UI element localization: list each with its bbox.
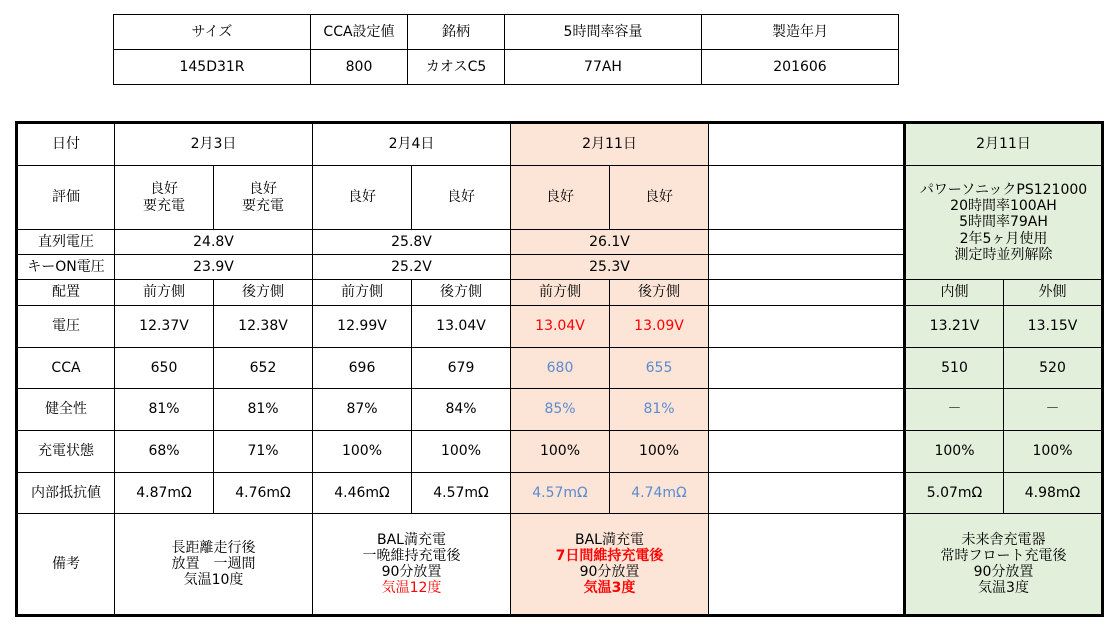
voltage-g3-c2: 13.09V <box>610 306 709 348</box>
row-eval <box>17 166 1103 230</box>
eval-g2-c2: 良好 <box>412 166 511 230</box>
spec-value-date: 201606 <box>702 50 899 85</box>
label-eval: 評価 <box>17 166 115 230</box>
note-line: 気温10度 <box>183 572 244 589</box>
note-line: BAL満充電 <box>575 531 644 548</box>
empty-cell <box>709 348 905 389</box>
battery-info-cell <box>905 166 1103 280</box>
battery-info-line: 2年5ヶ月使用 <box>959 230 1048 247</box>
label-keyon-voltage: キーON電圧 <box>17 255 115 280</box>
resistance-g2-c1: 4.46mΩ <box>313 473 412 514</box>
note-line-duration: 7日間維持充電後 <box>555 547 664 564</box>
charge-g1-c1: 68% <box>115 431 214 473</box>
charge-g3-c2: 100% <box>610 431 709 473</box>
voltage-g2-c2: 13.04V <box>412 306 511 348</box>
cca-g4-c1: 510 <box>905 348 1004 389</box>
voltage-g4-c1: 13.21V <box>905 306 1004 348</box>
position-g1-c2: 後方側 <box>214 280 313 306</box>
resistance-g3-c1: 4.57mΩ <box>511 473 610 514</box>
empty-cell <box>709 389 905 431</box>
resistance-g4-c2: 4.98mΩ <box>1004 473 1103 514</box>
position-g2-c2: 後方側 <box>412 280 511 306</box>
label-resistance: 内部抵抗値 <box>17 473 115 514</box>
position-g4-c1: 内側 <box>905 280 1004 306</box>
row-health <box>17 389 1103 431</box>
battery-info-line: 測定時並列解除 <box>954 246 1053 263</box>
voltage-g1-c1: 12.37V <box>115 306 214 348</box>
notes-g1 <box>115 514 313 616</box>
series-v-g2: 25.8V <box>313 230 511 255</box>
charge-g4-c1: 100% <box>905 431 1004 473</box>
battery-spec-table <box>113 14 899 85</box>
charge-g2-c1: 100% <box>313 431 412 473</box>
cca-g2-c1: 696 <box>313 348 412 389</box>
charge-g3-c1: 100% <box>511 431 610 473</box>
voltage-g3-c1: 13.04V <box>511 306 610 348</box>
keyon-v-g2: 25.2V <box>313 255 511 280</box>
eval-g1-c2: 良好 要充電 <box>214 166 313 230</box>
empty-cell <box>709 280 905 306</box>
voltage-g2-c1: 12.99V <box>313 306 412 348</box>
label-date: 日付 <box>17 123 115 166</box>
spec-header-date: 製造年月 <box>702 15 899 50</box>
notes-g4 <box>905 514 1103 616</box>
resistance-g1-c2: 4.76mΩ <box>214 473 313 514</box>
label-series-voltage: 直列電圧 <box>17 230 115 255</box>
resistance-g1-c1: 4.87mΩ <box>115 473 214 514</box>
empty-cell <box>709 230 905 255</box>
charge-g2-c2: 100% <box>412 431 511 473</box>
row-date <box>17 123 1103 166</box>
series-v-g3: 26.1V <box>511 230 709 255</box>
label-voltage: 電圧 <box>17 306 115 348</box>
keyon-v-g3: 25.3V <box>511 255 709 280</box>
cca-g3-c1: 680 <box>511 348 610 389</box>
row-charge <box>17 431 1103 473</box>
empty-cell <box>709 514 905 616</box>
empty-cell <box>709 431 905 473</box>
spec-value-row <box>114 50 899 85</box>
cca-g1-c1: 650 <box>115 348 214 389</box>
eval-g1-c1: 良好 要充電 <box>115 166 214 230</box>
cca-g2-c2: 679 <box>412 348 511 389</box>
spec-value-brand: カオスC5 <box>408 50 505 85</box>
eval-g3-c1: 良好 <box>511 166 610 230</box>
health-g1-c2: 81% <box>214 389 313 431</box>
note-line-temperature: 気温12度 <box>381 580 442 597</box>
date-group-1: 2月3日 <box>115 123 313 166</box>
spec-value-size: 145D31R <box>114 50 311 85</box>
note-line: 90分放置 <box>579 564 640 580</box>
battery-info-line: 20時間率100AH <box>950 198 1057 215</box>
position-g3-c2: 後方側 <box>610 280 709 306</box>
position-g4-c2: 外側 <box>1004 280 1103 306</box>
eval-g2-c1: 良好 <box>313 166 412 230</box>
note-line: 放置 一週間 <box>171 555 256 572</box>
series-v-g1: 24.8V <box>115 230 313 255</box>
health-g3-c1: 85% <box>511 389 610 431</box>
empty-cell <box>709 255 905 280</box>
position-g1-c1: 前方側 <box>115 280 214 306</box>
notes-g2 <box>313 514 511 616</box>
health-g2-c2: 84% <box>412 389 511 431</box>
spec-value-cca: 800 <box>311 50 408 85</box>
date-group-4: 2月11日 <box>905 123 1103 166</box>
spec-header-cca: CCA設定値 <box>311 15 408 50</box>
note-line: 90分放置 <box>973 564 1034 580</box>
battery-info-line: パワーソニックPS121000 <box>919 182 1088 199</box>
position-g3-c1: 前方側 <box>511 280 610 306</box>
row-voltage <box>17 306 1103 348</box>
voltage-g4-c2: 13.15V <box>1004 306 1103 348</box>
charge-g1-c2: 71% <box>214 431 313 473</box>
date-group-3: 2月11日 <box>511 123 709 166</box>
label-health: 健全性 <box>17 389 115 431</box>
note-line: BAL満充電 <box>377 531 446 548</box>
row-resistance <box>17 473 1103 514</box>
note-line: 一晩維持充電後 <box>362 547 461 564</box>
label-cca: CCA <box>17 348 115 389</box>
keyon-v-g1: 23.9V <box>115 255 313 280</box>
position-g2-c1: 前方側 <box>313 280 412 306</box>
note-line: 未来舎充電器 <box>961 531 1046 548</box>
note-line: 長距離走行後 <box>171 539 256 556</box>
row-cca <box>17 348 1103 389</box>
charge-g4-c2: 100% <box>1004 431 1103 473</box>
note-line-temperature: 気温3度 <box>583 580 636 597</box>
spec-header-brand: 銘柄 <box>408 15 505 50</box>
empty-cell <box>709 123 905 166</box>
label-notes: 備考 <box>17 514 115 616</box>
spec-header-capacity: 5時間率容量 <box>505 15 702 50</box>
eval-g3-c2: 良好 <box>610 166 709 230</box>
label-position: 配置 <box>17 280 115 306</box>
spec-header-size: サイズ <box>114 15 311 50</box>
empty-cell <box>709 306 905 348</box>
date-group-2: 2月4日 <box>313 123 511 166</box>
empty-cell <box>709 166 905 230</box>
cca-g4-c2: 520 <box>1004 348 1103 389</box>
health-g1-c1: 81% <box>115 389 214 431</box>
battery-info-line: 5時間率79AH <box>959 214 1048 231</box>
row-notes <box>17 514 1103 616</box>
resistance-g3-c2: 4.74mΩ <box>610 473 709 514</box>
health-g2-c1: 87% <box>313 389 412 431</box>
spec-header-row <box>114 15 899 50</box>
voltage-g1-c2: 12.38V <box>214 306 313 348</box>
row-position <box>17 280 1103 306</box>
note-line: 常時フロート充電後 <box>940 547 1067 564</box>
cca-g3-c2: 655 <box>610 348 709 389</box>
resistance-g2-c2: 4.57mΩ <box>412 473 511 514</box>
health-g4-c1: － <box>905 389 1004 431</box>
health-g3-c2: 81% <box>610 389 709 431</box>
notes-g3 <box>511 514 709 616</box>
health-g4-c2: － <box>1004 389 1103 431</box>
measurement-table <box>15 121 1104 617</box>
spec-value-capacity: 77AH <box>505 50 702 85</box>
label-charge: 充電状態 <box>17 431 115 473</box>
cca-g1-c2: 652 <box>214 348 313 389</box>
note-line: 90分放置 <box>381 564 442 580</box>
empty-cell <box>709 473 905 514</box>
note-line: 気温3度 <box>978 580 1029 597</box>
resistance-g4-c1: 5.07mΩ <box>905 473 1004 514</box>
